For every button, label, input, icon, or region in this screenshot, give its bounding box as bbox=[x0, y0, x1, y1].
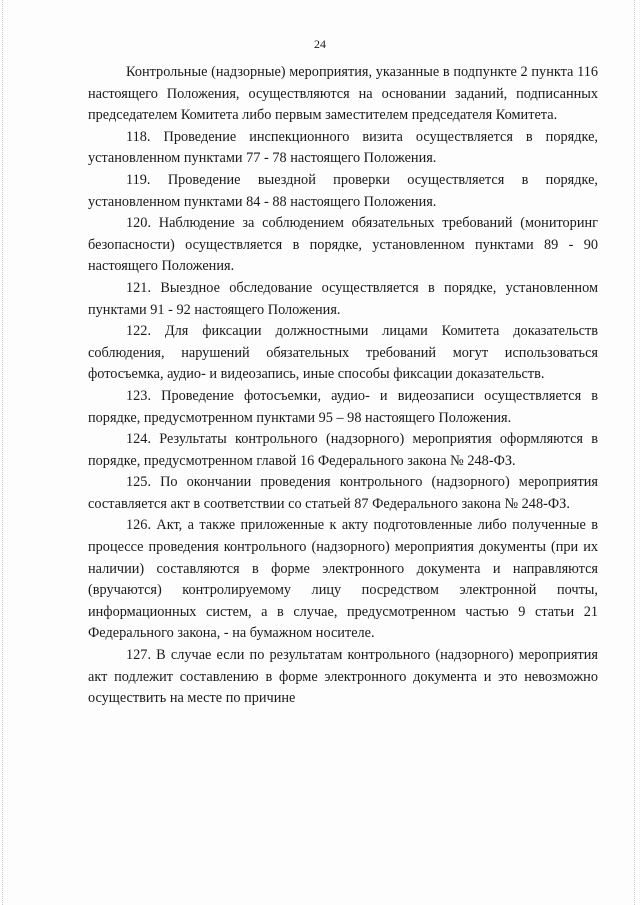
paragraph-127: 127. В случае если по результатам контрольного (надзорного) мероприятия акт подлежит составлению в форме электронного документа и это невозможно осуществить на месте по причине bbox=[88, 647, 598, 707]
paragraph-123: 123. Проведение фотосъемки, аудио- и видеозаписи осуществляется в порядке, предусмотренном пунктами 95 – 98 настоящего Положения. bbox=[88, 387, 598, 426]
paragraph-119: 119. Проведение выездной проверки осуществляется в порядке, установленном пунктами 84 - 88 настоящего Положения. bbox=[88, 171, 598, 210]
paragraph-126: 126. Акт, а также приложенные к акту подготовленные либо полученные в процессе проведения контрольного (надзорного) мероприятия документы (при их наличии) составляются в форме электронного документа и направляются (вручаются) контролируемому лицу посредством электронной почты, информационных систем, а в случае, предусмотренном частью 9 статьи 21 Федерального закона, - на бумажном носителе. bbox=[88, 517, 598, 642]
paragraph-120: 120. Наблюдение за соблюдением обязательных требований (мониторинг безопасности) осуществляется в порядке, установленном пунктами 89 - 90 настоящего Положения. bbox=[88, 215, 598, 275]
document-body bbox=[88, 62, 598, 710]
paragraph-117-continuation: Контрольные (надзорные) мероприятия, указанные в подпункте 2 пункта 116 настоящего Положения, осуществляются на основании заданий, подписанных председателем Комитета либо первым заместителем председателя Комитета. bbox=[88, 64, 598, 124]
scan-edge-left bbox=[2, 0, 4, 905]
scan-edge-right bbox=[634, 0, 636, 905]
paragraph-118: 118. Проведение инспекционного визита осуществляется в порядке, установленном пунктами 77 - 78 настоящего Положения. bbox=[88, 128, 598, 167]
paragraph-121: 121. Выездное обследование осуществляется в порядке, установленном пунктами 91 - 92 настоящего Положения. bbox=[88, 279, 598, 318]
paragraph-124: 124. Результаты контрольного (надзорного) мероприятия оформляются в порядке, предусмотренном главой 16 Федерального закона № 248-ФЗ. bbox=[88, 431, 598, 469]
paragraph-122: 122. Для фиксации должностными лицами Комитета доказательств соблюдения, нарушений обязательных требований могут использоваться фотосъемка, аудио- и видеозапись, иные способы фиксации доказательств. bbox=[88, 323, 598, 383]
page-number: 24 bbox=[314, 37, 326, 51]
paragraph-125: 125. По окончании проведения контрольного (надзорного) мероприятия составляется акт в соответствии со статьей 87 Федерального закона № 248-ФЗ. bbox=[88, 474, 598, 512]
